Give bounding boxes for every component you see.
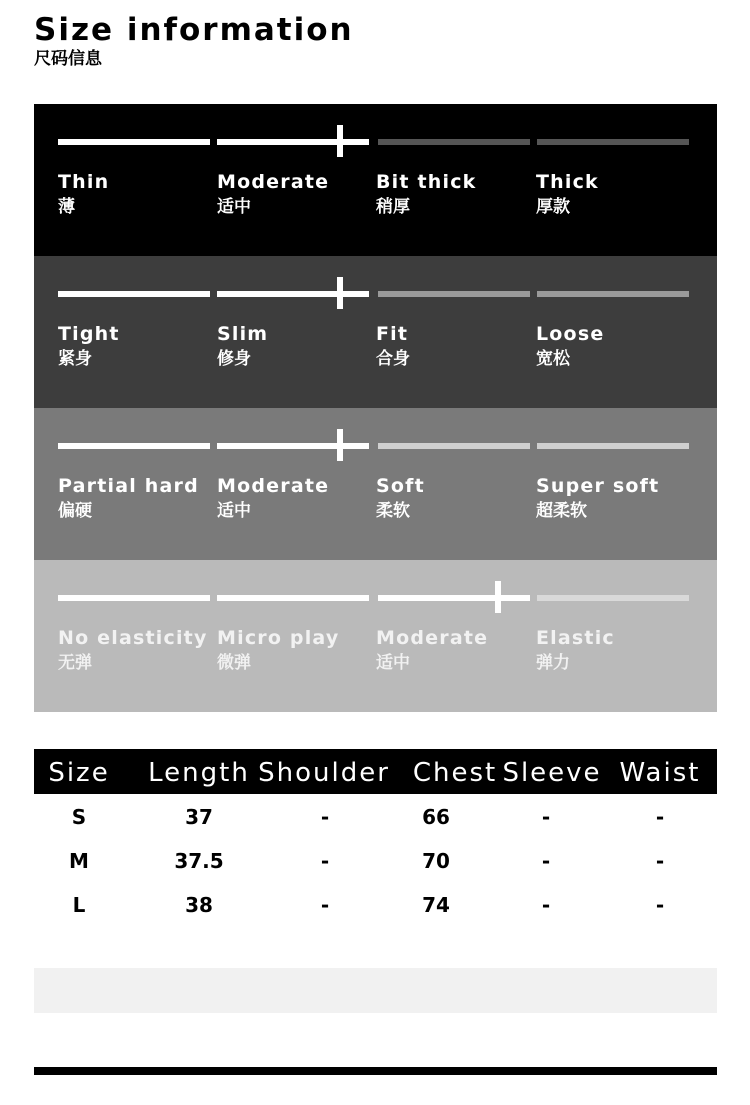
table-cell: S (71, 805, 87, 829)
option-label (58, 170, 218, 218)
option-label (376, 170, 536, 218)
option-label (536, 322, 696, 370)
option-label (58, 474, 218, 522)
scale-segment (217, 595, 369, 601)
option-label-cn: 偏硬 (58, 501, 92, 521)
selection-marker-icon (326, 429, 354, 461)
table-cell: - (541, 849, 551, 873)
option-label (376, 322, 536, 370)
divider-band (34, 968, 717, 1013)
option-label-cn: 适中 (376, 653, 410, 673)
option-label-en: Bit thick (376, 171, 477, 193)
thickness-panel (34, 104, 717, 256)
option-label (376, 474, 536, 522)
elasticity-panel (34, 560, 717, 712)
option-label-en: Moderate (376, 627, 489, 649)
option-label-en: Thin (58, 171, 110, 193)
scale-segment (537, 139, 689, 145)
scale-segment (537, 595, 689, 601)
column-header-length: Length (148, 758, 250, 788)
scale-segment (58, 443, 210, 449)
option-label-cn: 紧身 (58, 349, 92, 369)
option-label-cn: 宽松 (536, 349, 570, 369)
option-label (217, 322, 377, 370)
option-label (536, 474, 696, 522)
option-label-en: No elasticity (58, 627, 208, 649)
option-label-cn: 合身 (376, 349, 410, 369)
option-label-en: Loose (536, 323, 605, 345)
table-cell: 74 (422, 893, 450, 917)
table-cell: - (655, 805, 665, 829)
option-label-cn: 弹力 (536, 653, 570, 673)
option-label (217, 474, 377, 522)
page-title: Size information (34, 12, 354, 48)
table-row (34, 795, 717, 839)
column-header-size: Size (48, 758, 110, 788)
option-label-en: Moderate (217, 475, 330, 497)
option-label (217, 626, 377, 674)
option-label-en: Tight (58, 323, 120, 345)
scale-segment (537, 443, 689, 449)
option-label-cn: 超柔软 (536, 501, 587, 521)
scale-segment (378, 443, 530, 449)
divider-rule (34, 1067, 717, 1075)
option-label-cn: 适中 (217, 197, 251, 217)
option-label-cn: 修身 (217, 349, 251, 369)
option-label-cn: 厚款 (536, 197, 570, 217)
table-cell: - (655, 849, 665, 873)
option-label-en: Micro play (217, 627, 340, 649)
option-label-en: Super soft (536, 475, 660, 497)
selection-marker-icon (326, 277, 354, 309)
scale-segment (378, 291, 530, 297)
scale-segment (378, 139, 530, 145)
softness-panel (34, 408, 717, 560)
table-cell: 37.5 (174, 849, 224, 873)
selection-marker-icon (484, 581, 512, 613)
scale-segment (537, 291, 689, 297)
table-cell: - (541, 805, 551, 829)
option-label-cn: 微弹 (217, 653, 251, 673)
selection-marker-icon (326, 125, 354, 157)
option-label-cn: 适中 (217, 501, 251, 521)
column-header-shoulder: Shoulder (258, 758, 390, 788)
column-header-chest: Chest (412, 758, 498, 788)
table-cell: M (69, 849, 89, 873)
option-label (536, 170, 696, 218)
table-cell: - (320, 849, 330, 873)
size-table-header (34, 749, 717, 794)
table-cell: 70 (422, 849, 450, 873)
option-label-cn: 稍厚 (376, 197, 410, 217)
fit-panel (34, 256, 717, 408)
option-label (58, 626, 218, 674)
option-label (376, 626, 536, 674)
option-label-en: Soft (376, 475, 425, 497)
table-row (34, 883, 717, 927)
table-cell: 38 (185, 893, 213, 917)
table-cell: - (320, 805, 330, 829)
scale-segment (58, 291, 210, 297)
option-label (217, 170, 377, 218)
option-label-en: Thick (536, 171, 599, 193)
table-cell: - (541, 893, 551, 917)
table-cell: - (320, 893, 330, 917)
option-label-en: Moderate (217, 171, 330, 193)
scale-segment (58, 595, 210, 601)
scale-segment (58, 139, 210, 145)
option-label (58, 322, 218, 370)
option-label-cn: 无弹 (58, 653, 92, 673)
table-cell: 37 (185, 805, 213, 829)
option-label-en: Fit (376, 323, 409, 345)
option-label-cn: 柔软 (376, 501, 410, 521)
table-cell: 66 (422, 805, 450, 829)
option-label (536, 626, 696, 674)
table-cell: - (655, 893, 665, 917)
column-header-sleeve: Sleeve (502, 758, 602, 788)
table-cell: L (72, 893, 86, 917)
column-header-waist: Waist (619, 758, 701, 788)
table-row (34, 839, 717, 883)
option-label-en: Elastic (536, 627, 615, 649)
option-label-en: Partial hard (58, 475, 199, 497)
page-subtitle: 尺码信息 (34, 49, 102, 69)
option-label-en: Slim (217, 323, 269, 345)
option-label-cn: 薄 (58, 197, 75, 217)
